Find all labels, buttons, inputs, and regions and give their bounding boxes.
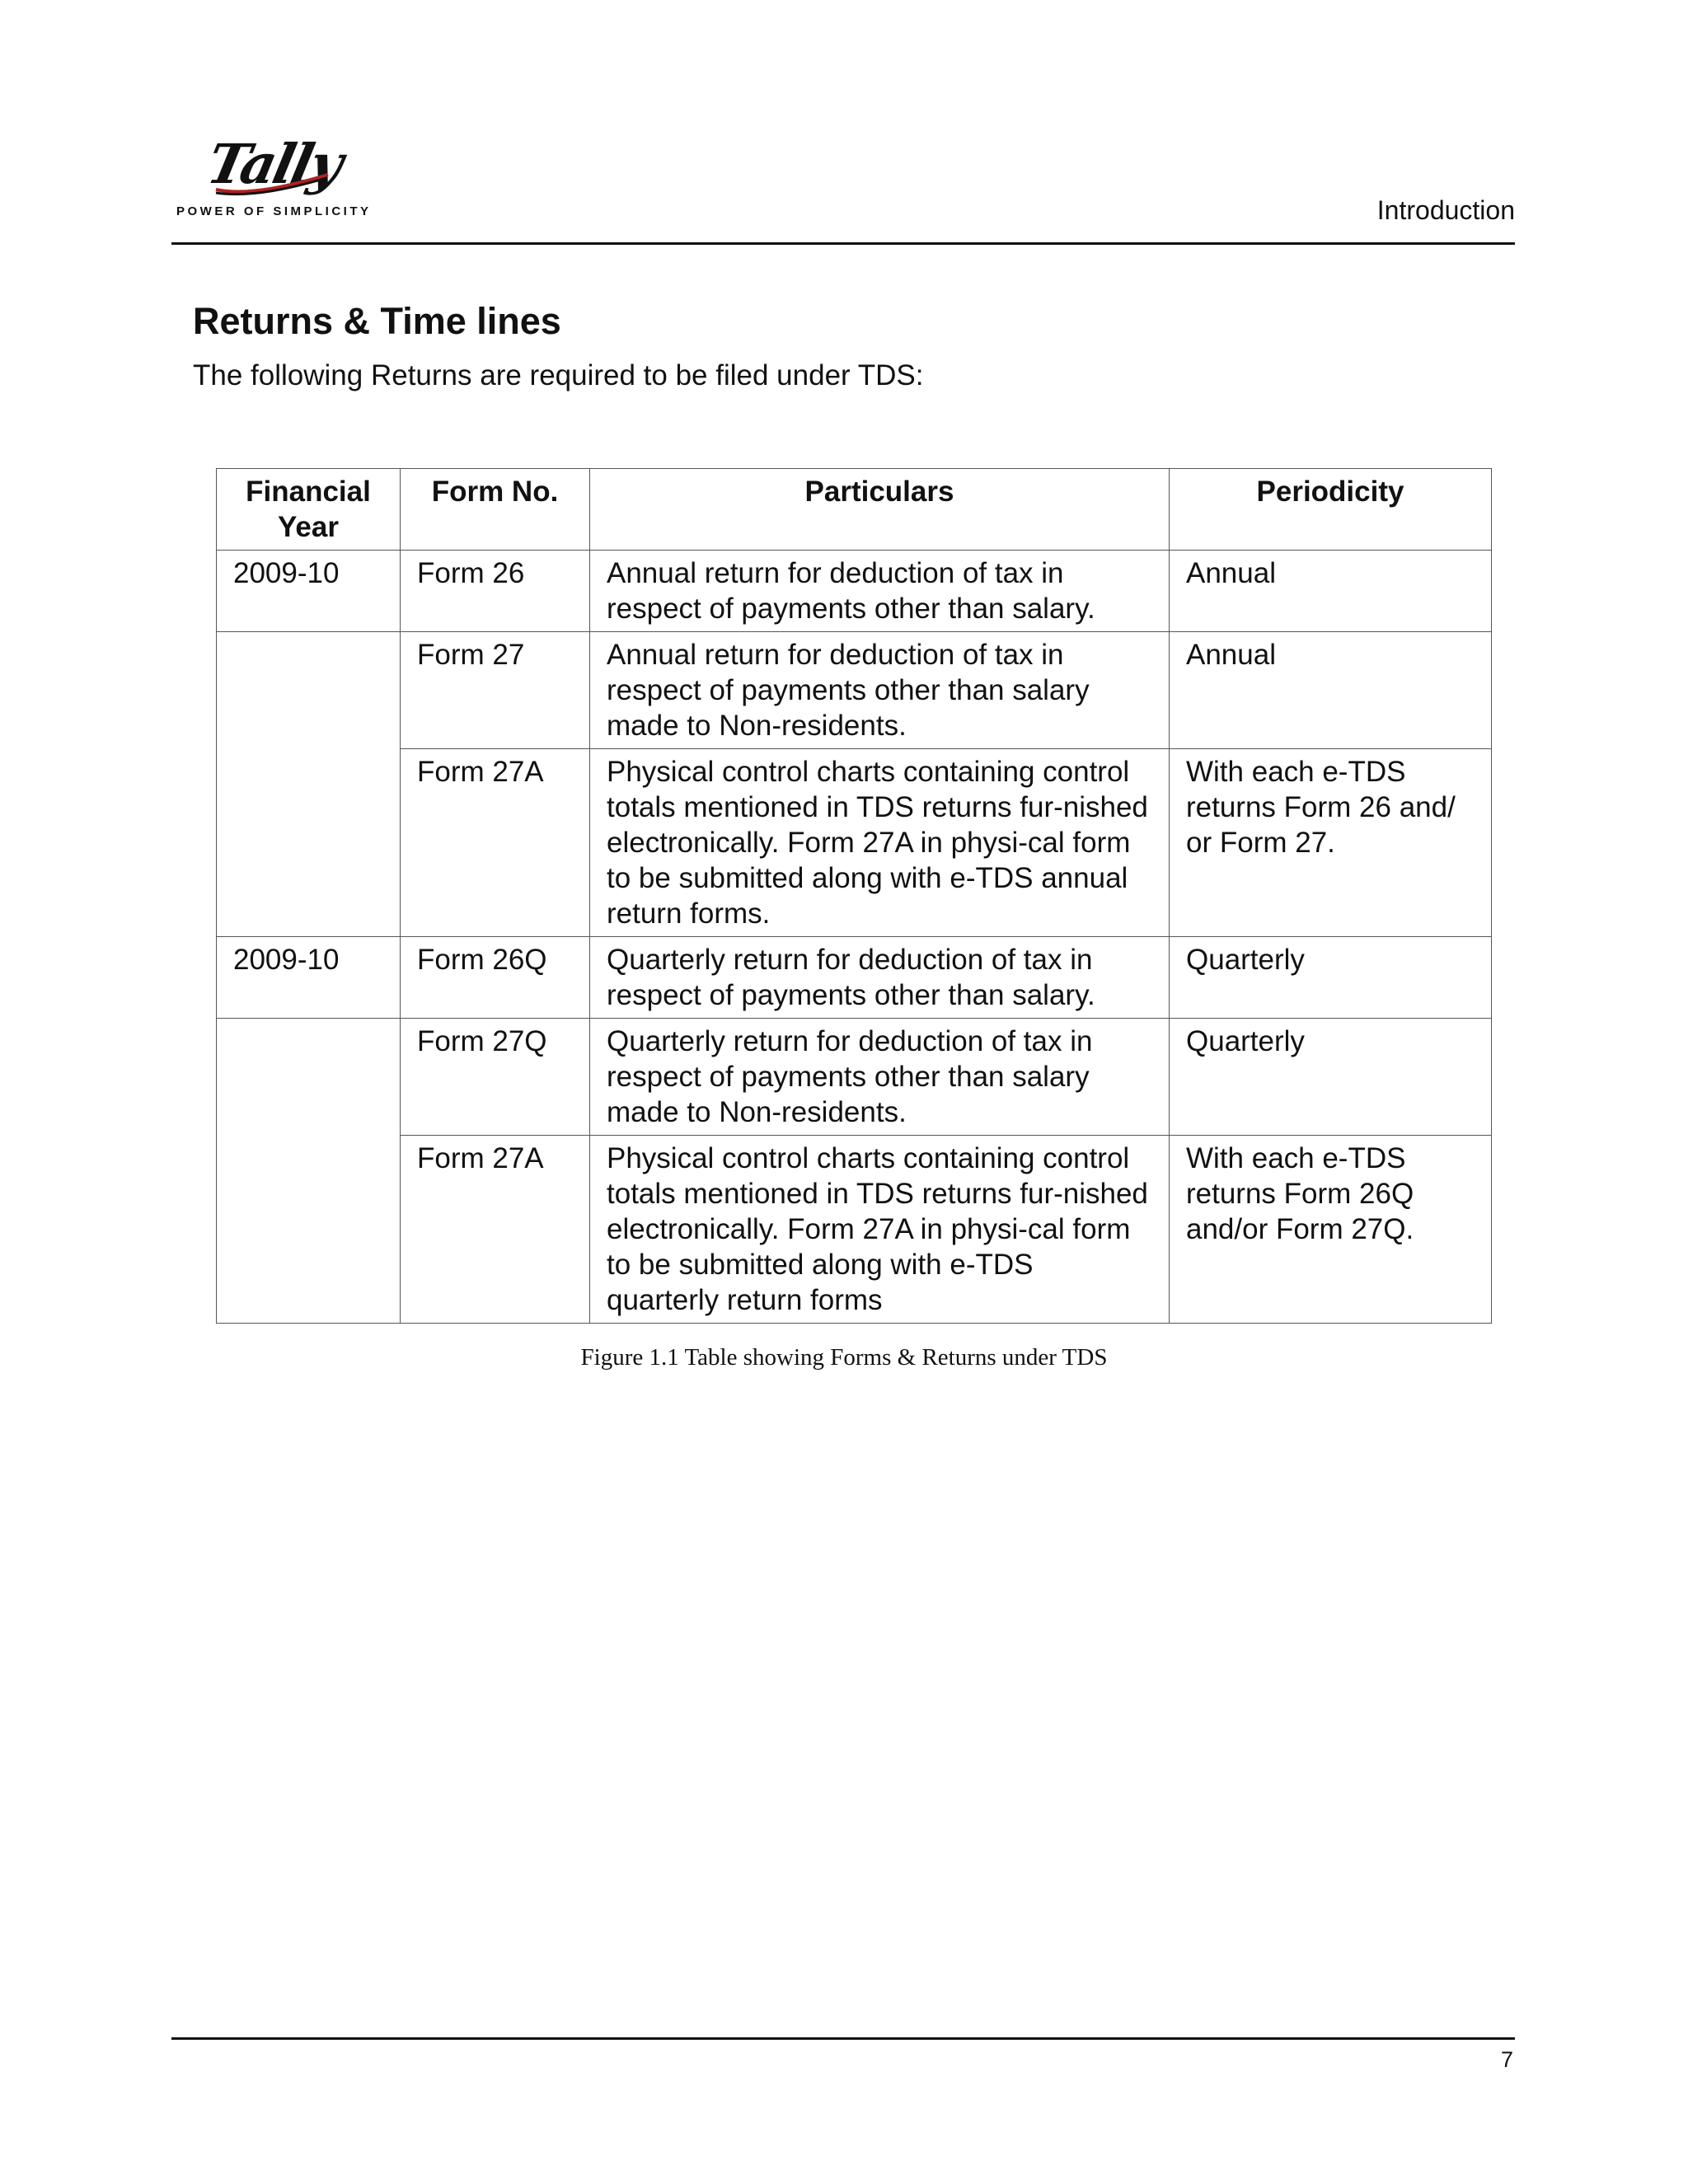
cell-particulars: Quarterly return for deduction of tax in respect of payments other than salary. <box>590 937 1170 1019</box>
cell-financial-year <box>217 632 401 937</box>
cell-particulars: Quarterly return for deduction of tax in respect of payments other than salary made to Non-residents. <box>590 1019 1170 1136</box>
intro-paragraph: The following Returns are required to be filed under TDS: <box>193 359 924 391</box>
cell-form-no: Form 26Q <box>401 937 590 1019</box>
figure-caption: Figure 1.1 Table showing Forms & Returns under TDS <box>580 1344 1108 1371</box>
col-header-financial-year: Financial Year <box>217 469 401 551</box>
cell-periodicity: Annual <box>1170 551 1492 632</box>
table-row <box>217 1136 1492 1324</box>
returns-table <box>216 468 1492 1324</box>
page-header <box>171 132 1515 246</box>
running-header-section: Introduction <box>1376 195 1515 225</box>
cell-periodicity: Quarterly <box>1170 937 1492 1019</box>
table-row <box>217 1019 1492 1136</box>
logo-tagline: POWER OF SIMPLICITY <box>176 204 372 218</box>
col-header-form-no: Form No. <box>401 469 590 551</box>
logo-wordmark: Tally <box>201 132 347 196</box>
tally-logo <box>171 132 372 223</box>
header-rule <box>171 242 1515 245</box>
table-header-row <box>217 469 1492 551</box>
cell-periodicity: Annual <box>1170 632 1492 749</box>
cell-particulars: Annual return for deduction of tax in respect of payments other than salary. <box>590 551 1170 632</box>
cell-particulars: Physical control charts containing control totals mentioned in TDS returns fur-nished electronically. Form 27A in physi-cal form to be submitted along with e-TDS quarterly return forms <box>590 1136 1170 1324</box>
cell-financial-year <box>217 1019 401 1324</box>
table-row <box>217 632 1492 749</box>
cell-form-no: Form 26 <box>401 551 590 632</box>
cell-periodicity: With each e-TDS returns Form 26 and/ or Form 27. <box>1170 749 1492 937</box>
col-header-periodicity: Periodicity <box>1170 469 1492 551</box>
col-header-particulars: Particulars <box>590 469 1170 551</box>
cell-form-no: Form 27A <box>401 1136 590 1324</box>
cell-periodicity: With each e-TDS returns Form 26Q and/or Form 27Q. <box>1170 1136 1492 1324</box>
table-row <box>217 749 1492 937</box>
cell-particulars: Physical control charts containing control totals mentioned in TDS returns fur-nished electronically. Form 27A in physi-cal form to be submitted along with e-TDS annual return forms. <box>590 749 1170 937</box>
cell-particulars: Annual return for deduction of tax in respect of payments other than salary made to Non-residents. <box>590 632 1170 749</box>
cell-periodicity: Quarterly <box>1170 1019 1492 1136</box>
cell-form-no: Form 27 <box>401 632 590 749</box>
section-title: Returns & Time lines <box>193 300 561 342</box>
page-number: 7 <box>1500 2047 1513 2072</box>
cell-financial-year: 2009-10 <box>217 551 401 632</box>
table-row <box>217 551 1492 632</box>
cell-form-no: Form 27Q <box>401 1019 590 1136</box>
table-row <box>217 937 1492 1019</box>
cell-financial-year: 2009-10 <box>217 937 401 1019</box>
cell-form-no: Form 27A <box>401 749 590 937</box>
logo-swoosh-icon <box>214 171 330 196</box>
footer-rule <box>171 2037 1515 2040</box>
